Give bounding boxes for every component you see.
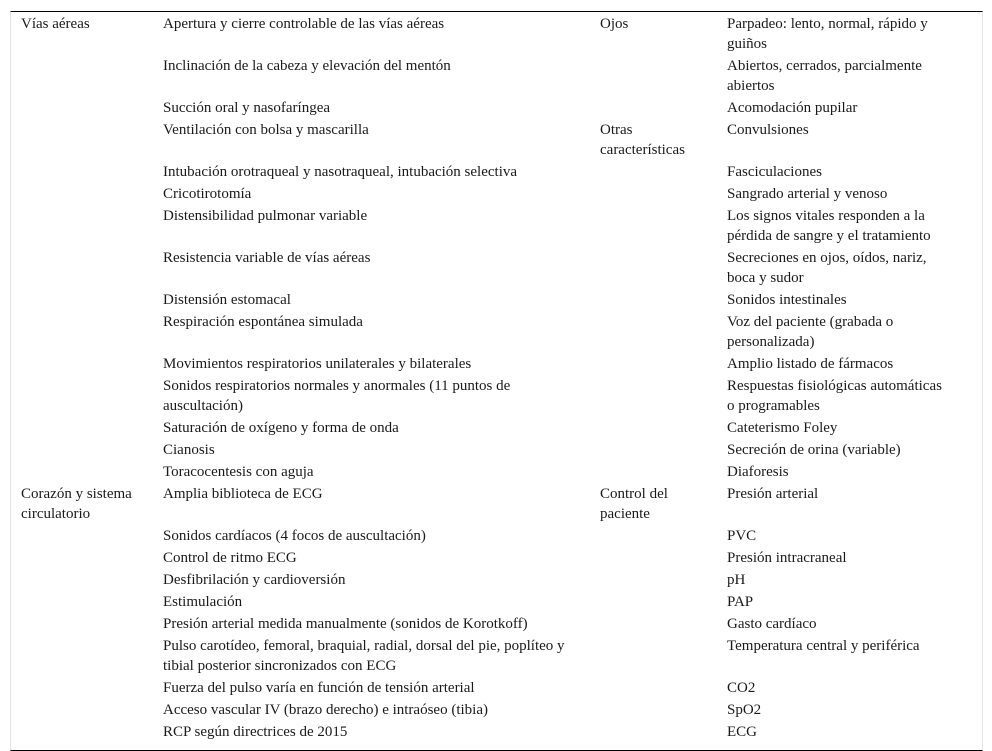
system-feature-cell: Succión oral y nasofaríngea — [163, 100, 331, 116]
system-category-cell — [11, 162, 153, 184]
system-feature-cell: Sonidos cardíacos (4 focos de auscultación) — [163, 528, 426, 544]
table-row — [11, 636, 982, 678]
other-category-cell — [590, 614, 717, 636]
other-category-cell — [590, 354, 717, 376]
table-row — [11, 526, 982, 548]
system-feature-cell: Toracocentesis con aguja — [163, 464, 314, 480]
table-row — [11, 484, 982, 526]
other-feature-cell: PVC — [727, 528, 757, 544]
system-feature-cell: Movimientos respiratorios unilaterales y bilaterales — [163, 356, 472, 372]
other-feature-cell: Diaforesis — [727, 464, 789, 480]
table-row — [11, 722, 982, 744]
system-feature-cell: Control de ritmo ECG — [163, 550, 297, 566]
other-feature-cell: Cateterismo Foley — [727, 420, 838, 436]
system-feature-cell: Desfibrilación y cardioversión — [163, 572, 346, 588]
other-category-cell — [590, 56, 717, 98]
other-category-cell — [590, 418, 717, 440]
table-row — [11, 56, 982, 98]
system-category-cell — [11, 418, 153, 440]
features-table — [11, 14, 982, 744]
table-row — [11, 290, 982, 312]
other-feature-cell: Secreción de orina (variable) — [727, 442, 901, 458]
system-feature-cell: Apertura y cierre controlable de las vías aéreas — [163, 16, 445, 32]
system-feature-cell: Estimulación — [163, 594, 243, 610]
system-feature-cell: Intubación orotraqueal y nasotraqueal, intubación selectiva — [163, 164, 518, 180]
system-category-cell — [11, 98, 153, 120]
other-feature-cell: Convulsiones — [727, 122, 809, 138]
other-feature-cell: Voz del paciente (grabada o personalizada) — [727, 314, 894, 350]
system-category-cell — [11, 592, 153, 614]
system-feature-cell: Cianosis — [163, 442, 215, 458]
table-row — [11, 206, 982, 248]
other-feature-cell: Amplio listado de fármacos — [727, 356, 894, 372]
table-row — [11, 418, 982, 440]
other-category-cell — [590, 526, 717, 548]
system-category-cell — [11, 462, 153, 484]
system-feature-cell: Cricotirotomía — [163, 186, 252, 202]
system-feature-cell: Resistencia variable de vías aéreas — [163, 250, 371, 266]
system-category-cell: Corazón y sistema circulatorio — [21, 486, 132, 522]
table-row — [11, 548, 982, 570]
other-category-cell — [590, 440, 717, 462]
system-feature-cell: Distensibilidad pulmonar variable — [163, 208, 368, 224]
other-category-cell — [590, 592, 717, 614]
system-feature-cell: Pulso carotídeo, femoral, braquial, radial, dorsal del pie, poplíteo y tibial posterior sincronizados con ECG — [163, 638, 565, 674]
table-row — [11, 248, 982, 290]
system-category-cell — [11, 526, 153, 548]
system-category-cell — [11, 614, 153, 636]
table-row — [11, 678, 982, 700]
other-category-cell — [590, 184, 717, 206]
other-category-cell — [590, 678, 717, 700]
table-row — [11, 354, 982, 376]
table-row — [11, 162, 982, 184]
other-category-cell — [590, 462, 717, 484]
other-feature-cell: Abiertos, cerrados, parcialmente abiertos — [727, 58, 922, 94]
other-feature-cell: Sangrado arterial y venoso — [727, 186, 888, 202]
system-category-cell — [11, 678, 153, 700]
system-category-cell — [11, 636, 153, 678]
other-category-cell — [590, 248, 717, 290]
other-category-cell — [590, 722, 717, 744]
other-feature-cell: SpO2 — [727, 702, 762, 718]
system-feature-cell: Sonidos respiratorios normales y anormales (11 puntos de auscultación) — [163, 378, 511, 414]
other-category-cell — [590, 570, 717, 592]
other-category-cell — [590, 206, 717, 248]
other-feature-cell: Secreciones en ojos, oídos, nariz, boca y sudor — [727, 250, 927, 286]
other-category-cell: Ojos — [600, 16, 629, 32]
other-category-cell — [590, 290, 717, 312]
table-row — [11, 184, 982, 206]
other-feature-cell: Parpadeo: lento, normal, rápido y guiños — [727, 16, 928, 52]
other-category-cell — [590, 548, 717, 570]
features-table-body — [11, 14, 982, 744]
table-row — [11, 570, 982, 592]
system-category-cell — [11, 376, 153, 418]
system-category-cell — [11, 354, 153, 376]
other-feature-cell: Sonidos intestinales — [727, 292, 847, 308]
system-feature-cell: Ventilación con bolsa y mascarilla — [163, 122, 369, 138]
other-feature-cell: Acomodación pupilar — [727, 100, 858, 116]
other-feature-cell: Presión arterial — [727, 486, 819, 502]
system-category-cell — [11, 440, 153, 462]
table-row — [11, 98, 982, 120]
system-category-cell — [11, 722, 153, 744]
system-feature-cell: Inclinación de la cabeza y elevación del mentón — [163, 58, 451, 74]
system-feature-cell: Respiración espontánea simulada — [163, 314, 363, 330]
system-category-cell — [11, 120, 153, 162]
system-feature-cell: Distensión estomacal — [163, 292, 291, 308]
other-feature-cell: Respuestas fisiológicas automáticas o programables — [727, 378, 942, 414]
system-category-cell — [11, 312, 153, 354]
system-category-cell — [11, 56, 153, 98]
other-category-cell — [590, 98, 717, 120]
other-feature-cell: Temperatura central y periférica — [727, 638, 920, 654]
system-category-cell — [11, 248, 153, 290]
system-feature-cell: Amplia biblioteca de ECG — [163, 486, 323, 502]
system-category-cell — [11, 290, 153, 312]
other-category-cell — [590, 312, 717, 354]
table-row — [11, 462, 982, 484]
system-feature-cell: Acceso vascular IV (brazo derecho) e intraóseo (tibia) — [163, 702, 488, 718]
system-feature-cell: Presión arterial medida manualmente (sonidos de Korotkoff) — [163, 616, 528, 632]
system-feature-cell: Fuerza del pulso varía en función de tensión arterial — [163, 680, 475, 696]
other-feature-cell: Los signos vitales responden a la pérdida de sangre y el tratamiento — [727, 208, 931, 244]
table-row — [11, 120, 982, 162]
other-feature-cell: ECG — [727, 724, 757, 740]
table-row — [11, 614, 982, 636]
system-feature-cell: Saturación de oxígeno y forma de onda — [163, 420, 399, 436]
table-row — [11, 14, 982, 56]
system-category-cell — [11, 184, 153, 206]
other-category-cell: Otras características — [600, 122, 685, 158]
other-category-cell — [590, 162, 717, 184]
table-row — [11, 440, 982, 462]
table-row — [11, 376, 982, 418]
table-row — [11, 592, 982, 614]
other-feature-cell: pH — [727, 572, 746, 588]
system-category-cell — [11, 570, 153, 592]
other-feature-cell: Fasciculaciones — [727, 164, 822, 180]
other-feature-cell: PAP — [727, 594, 754, 610]
table-row — [11, 312, 982, 354]
system-category-cell — [11, 548, 153, 570]
other-category-cell: Control del paciente — [600, 486, 668, 522]
other-category-cell — [590, 376, 717, 418]
other-category-cell — [590, 636, 717, 678]
features-table-container — [10, 11, 983, 751]
other-feature-cell: Presión intracraneal — [727, 550, 847, 566]
system-category-cell: Vías aéreas — [21, 16, 90, 32]
other-feature-cell: CO2 — [727, 680, 756, 696]
system-feature-cell: RCP según directrices de 2015 — [163, 724, 348, 740]
system-category-cell — [11, 206, 153, 248]
other-feature-cell: Gasto cardíaco — [727, 616, 817, 632]
